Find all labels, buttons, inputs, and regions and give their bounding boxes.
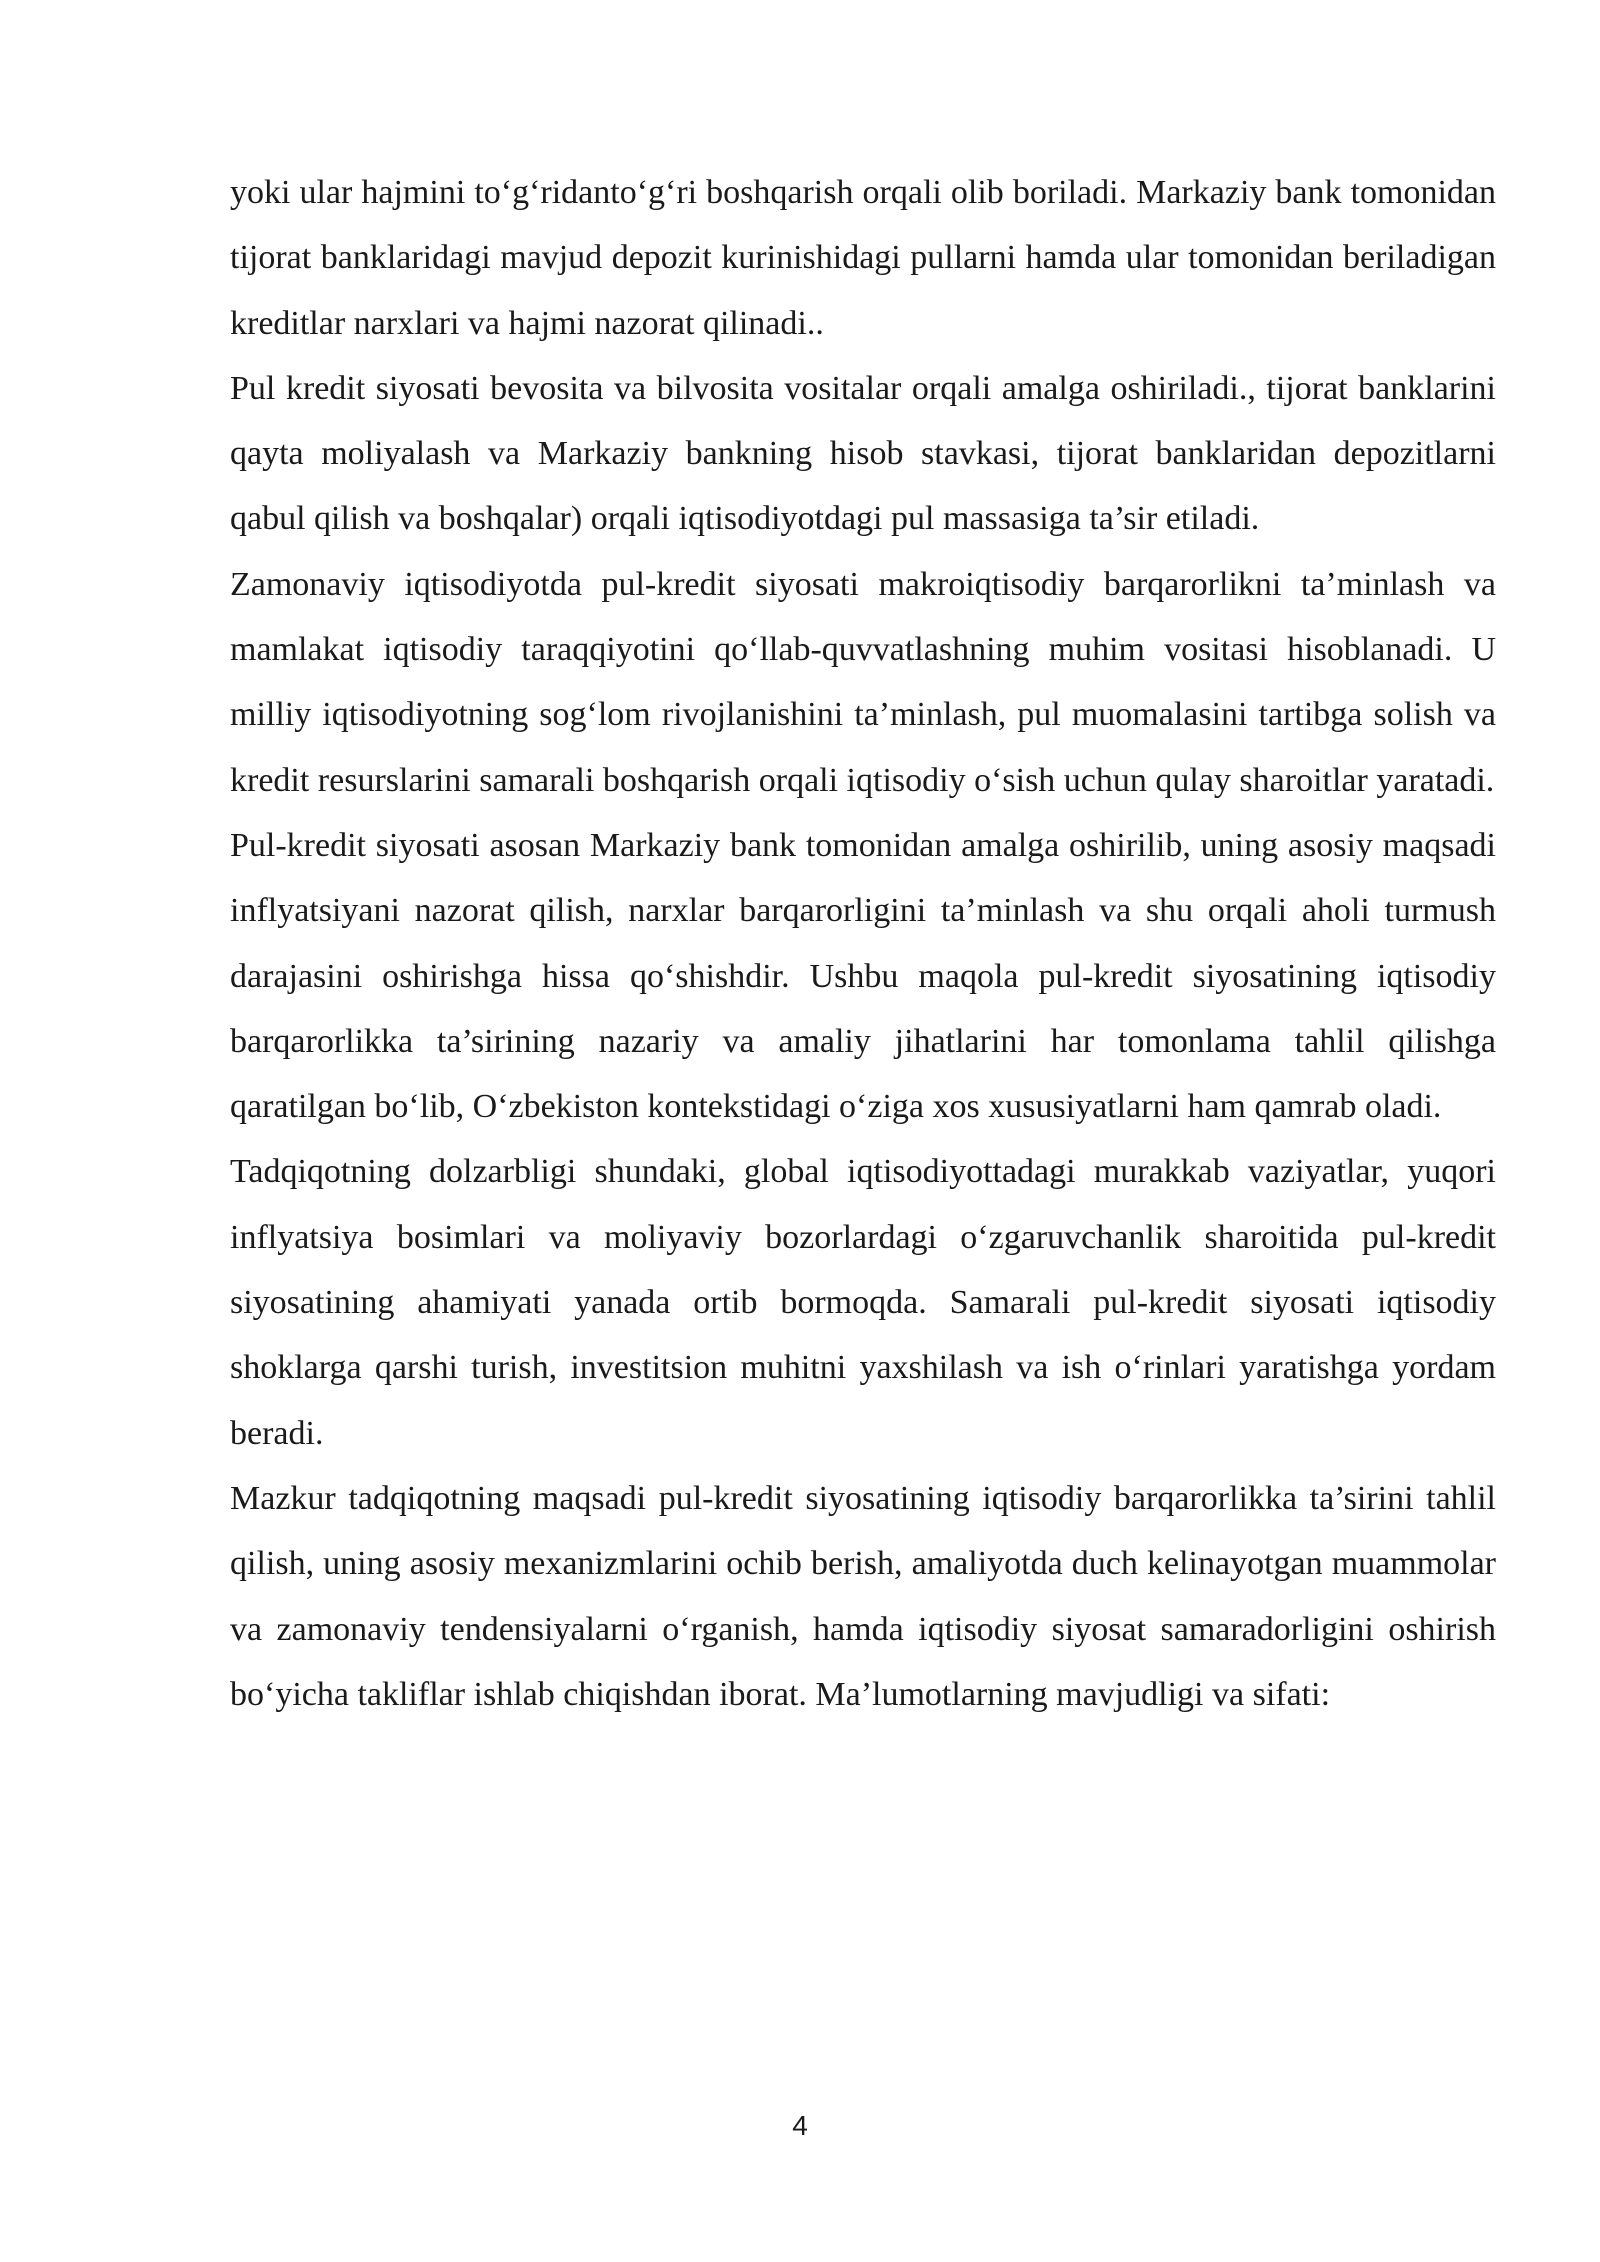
paragraph-6: Mazkur tadqiqotning maqsadi pul-kredit siyosatining iqtisodiy barqarorlikka ta’sirini tahlil qilish, uning asosiy mexanizmlarini ochib berish, amaliyotda duch kelinayotgan muammolar va zamonaviy tendensiyalarni o‘rganish, hamda iqtisodiy siyosat samaradorligini oshirish bo‘yicha takliflar ishlab chiqishdan iborat. Ma’lumotlarning mavjudligi va sifati: <box>230 1479 1496 1713</box>
paragraph-2: Pul kredit siyosati bevosita va bilvosita vositalar orqali amalga oshiriladi., tijorat banklarini qayta moliyalash va Markaziy bankning hisob stavkasi, tijorat banklaridan depozitlarni qabul qilish va boshqalar) orqali iqtisodiyotdagi pul massasiga ta’sir etiladi. <box>230 369 1496 538</box>
paragraph-4: Pul-kredit siyosati asosan Markaziy bank tomonidan amalga oshirilib, uning asosiy maqsadi inflyatsiyani nazorat qilish, narxlar barqarorligini ta’minlash va shu orqali aholi turmush darajasini oshirishga hissa qo‘shishdir. Ushbu maqola pul-kredit siyosatining iqtisodiy barqarorlikka ta’sirining nazariy va amaliy jihatlarini har tomonlama tahlil qilishga qaratilgan bo‘lib, O‘zbekiston kontekstidagi o‘ziga xos xususiyatlarni ham qamrab oladi. <box>230 826 1496 1126</box>
paragraph-1: yoki ular hajmini to‘g‘ridanto‘g‘ri boshqarish orqali olib boriladi. Markaziy bank tomonidan tijorat banklaridagi mavjud depozit kurinishidagi pullarni hamda ular tomonidan beriladigan kreditlar narxlari va hajmi nazorat qilinadi.. <box>230 174 1496 342</box>
paragraph-5: Tadqiqotning dolzarbligi shundaki, global iqtisodiyottadagi murakkab vaziyatlar, yuqori inflyatsiya bosimlari va moliyaviy bozorlardagi o‘zgaruvchanlik sharoitida pul-kredit siyosatining ahamiyati yanada ortib bormoqda. Samarali pul-kredit siyosati iqtisodiy shoklarga qarshi turish, investitsion muhitni yaxshilash va ish o‘rinlari yaratishga yordam beradi. <box>230 1153 1496 1452</box>
paragraph-3: Zamonaviy iqtisodiyotda pul-kredit siyosati makroiqtisodiy barqarorlikni ta’minlash va mamlakat iqtisodiy taraqqiyotini qo‘llab-quvvatlashning muhim vositasi hisoblanadi. U milliy iqtisodiyotning sog‘lom rivojlanishini ta’minlash, pul muomalasini tartibga solish va kredit resurslarini samarali boshqarish orqali iqtisodiy o‘sish uchun qulay sharoitlar yaratadi. <box>230 565 1496 799</box>
page-number: 4 <box>792 2110 808 2141</box>
document-body <box>230 160 1496 1727</box>
